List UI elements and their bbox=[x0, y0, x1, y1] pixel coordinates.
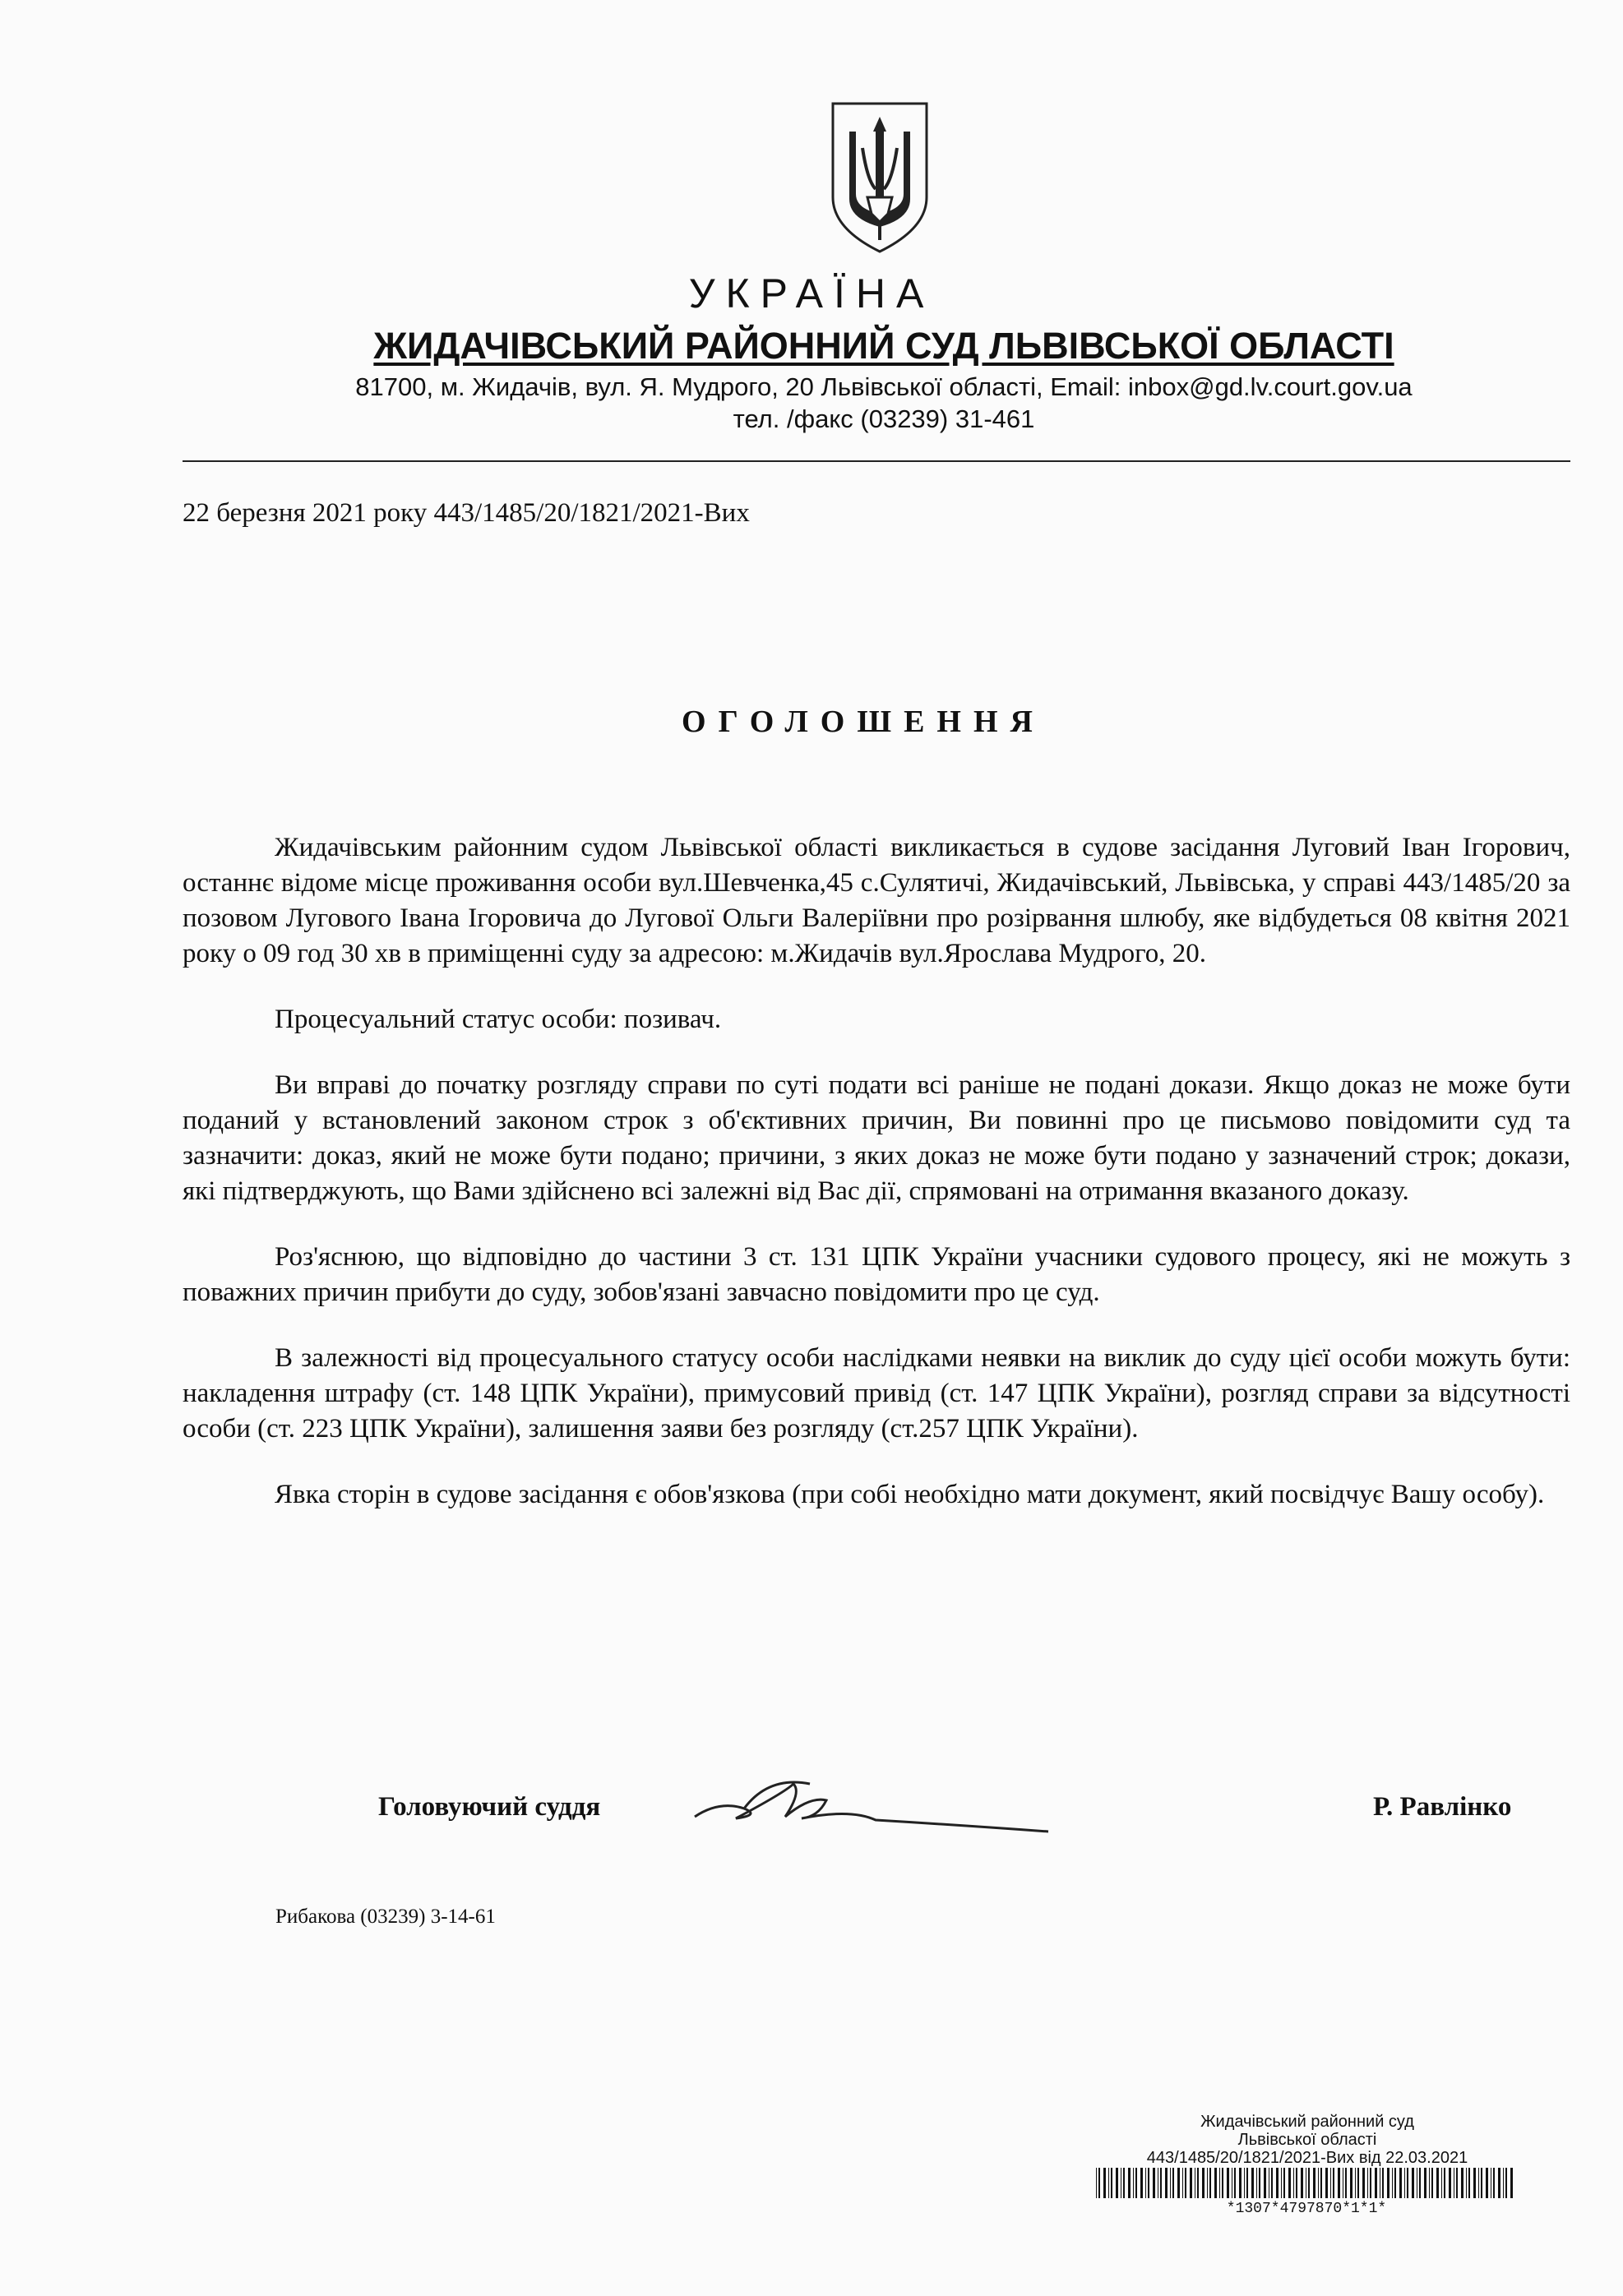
coat-of-arms-emblem bbox=[826, 99, 933, 255]
paragraph: В залежності від процесуального статусу особи наслідками неявки на виклик до суду цієї особи можуть бути: накладення штрафу (ст. 148 ЦПК України), примусовий привід (ст. 147 ЦПК України), розгляд справи за відсутності особи (ст. 223 ЦПК України), залишення заяви без розгляду (ст.257 ЦПК України). bbox=[183, 1343, 1570, 1444]
stamp-region-line: Львівської області bbox=[1237, 2131, 1377, 2149]
judge-name: Р. Равлінко bbox=[1373, 1792, 1512, 1822]
paragraph: Жидачівським районним судом Львівської області викликається в судове засідання Луговий Іван Ігорович, останнє відоме місце проживання особи вул.Шевченка,45 с.Сулятичі, Жидачівський, Львівська, у справі 443/1485/20 за позовом Лугового Івана Ігоровича до Лугової Ольги Валеріївни про розірвання шлюбу, яке відбудеться 08 квітня 2021 року о 09 год 30 хв в приміщенні суду за адресою: м.Жидачів вул.Ярослава Мудрого, 20. bbox=[183, 833, 1570, 968]
paragraph: Роз'яснюю, що відповідно до частини 3 ст. 131 ЦПК України учасники судового процесу, які не можуть з поважних причин прибути до суду, зобов'язані завчасно повідомити про це суд. bbox=[183, 1242, 1570, 1307]
clerk-contact: Рибакова (03239) 3-14-61 bbox=[275, 1906, 496, 1928]
barcode bbox=[1096, 2168, 1517, 2198]
document-reference: 22 березня 2021 року 443/1485/20/1821/2021-Вих bbox=[183, 498, 750, 528]
paragraph: Процесуальний статус особи: позивач. bbox=[275, 1005, 722, 1034]
registration-stamp bbox=[1094, 2113, 1521, 2167]
signature-label: Головуючий суддя bbox=[378, 1792, 601, 1822]
court-name: ЖИДАЧІВСЬКИЙ РАЙОННИЙ СУД ЛЬВІВСЬКОЇ ОБЛАСТІ bbox=[373, 325, 1394, 367]
stamp-court-line: Жидачівський районний суд bbox=[1200, 2113, 1414, 2131]
court-address: 81700, м. Жидачів, вул. Я. Мудрого, 20 Львівської області, Email: inbox@gd.lv.court.gov.ua bbox=[355, 372, 1413, 401]
document-title: ОГОЛОШЕННЯ bbox=[682, 705, 1045, 739]
paragraph: Явка сторін в судове засідання є обов'язкова (при собі необхідно мати документ, який посвідчує Вашу особу). bbox=[275, 1480, 1545, 1509]
court-phone: тел. /факс (03239) 31-461 bbox=[733, 404, 1035, 433]
stamp-number-line: 443/1485/20/1821/2021-Вих від 22.03.2021 bbox=[1146, 2149, 1468, 2167]
document-body bbox=[183, 830, 1570, 1543]
country-title: УКРАЇНА bbox=[688, 270, 935, 316]
header-divider bbox=[183, 460, 1570, 462]
barcode-text: *1307*4797870*1*1* bbox=[1226, 2201, 1387, 2217]
paragraph: Ви вправі до початку розгляду справи по суті подати всі раніше не подані докази. Якщо доказ не може бути поданий у встановлений законом строк з об'єктивних причин, Ви повинні про це письмово повідомити суд та зазначити: доказ, який не може бути подано; причини, з яких доказ не може бути подано у зазначений строк; докази, які підтверджують, що Вами здійснено всі залежні від Вас дії, спрямовані на отримання вказаного доказу. bbox=[183, 1070, 1570, 1206]
handwritten-signature bbox=[687, 1767, 1057, 1841]
